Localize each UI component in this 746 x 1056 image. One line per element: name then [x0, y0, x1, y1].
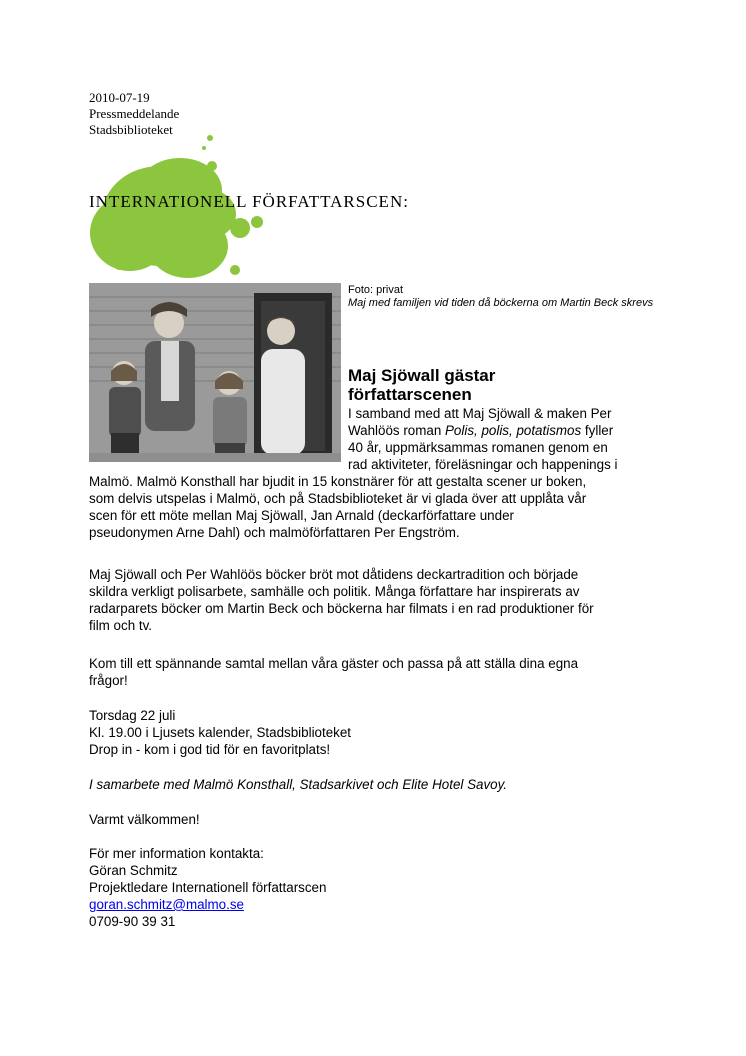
body-line: scen för ett möte mellan Maj Sjöwall, Jan Arnald (deckarförfattare under [89, 508, 514, 523]
lead-line: rad aktiviteter, föreläsningar och happenings i [348, 457, 618, 472]
paragraph-2 [89, 566, 669, 634]
book-title: Polis, polis, potatismos [445, 423, 582, 438]
contact-role: Projektledare Internationell författarscen [89, 880, 327, 895]
welcome-line: Varmt välkommen! [89, 812, 200, 827]
section-title: INTERNATIONELL FÖRFATTARSCEN: [89, 192, 409, 211]
body-line: frågor! [89, 673, 128, 688]
press-type: Pressmeddelande [89, 106, 180, 121]
body-line: som delvis utspelas i Malmö, och på Stadsbiblioteket är vi glada över att upplåta vår [89, 491, 587, 506]
body-line: skildra verkligt polisarbete, samhälle och politik. Många författare har inspirerats av [89, 584, 580, 599]
lead-line: Wahlöös roman Polis, polis, potatismos fyller [348, 423, 614, 438]
press-org: Stadsbiblioteket [89, 122, 173, 137]
article-lead [348, 405, 666, 473]
contact-phone: 0709-90 39 31 [89, 914, 176, 929]
paragraph-3 [89, 655, 669, 689]
body-line: Kom till ett spännande samtal mellan våra gäster och passa på att ställa dina egna [89, 656, 579, 671]
event-details [89, 707, 669, 758]
body-line: film och tv. [89, 618, 152, 633]
photo-description: Maj med familjen vid tiden då böckerna om Martin Beck skrevs [348, 297, 654, 309]
event-note: Drop in - kom i god tid för en favoritplats! [89, 742, 331, 757]
body-line: pseudonymen Arne Dahl) och malmöförfattaren Per Engström. [89, 525, 460, 540]
partners-line: I samarbete med Malmö Konsthall, Stadsarkivet och Elite Hotel Savoy. [89, 777, 508, 792]
event-time-place: Kl. 19.00 i Ljusets kalender, Stadsbiblioteket [89, 725, 352, 740]
family-photo [89, 283, 341, 462]
article-title: Maj Sjöwall gästar författarscenen [348, 366, 496, 404]
contact-email-link[interactable]: goran.schmitz@malmo.se [89, 897, 244, 912]
event-date: Torsdag 22 juli [89, 708, 176, 723]
body-line: Maj Sjöwall och Per Wahlöös böcker bröt mot dåtidens deckartradition och började [89, 567, 579, 582]
lead-line: I samband med att Maj Sjöwall & maken Per [348, 406, 612, 421]
press-date: 2010-07-19 [89, 90, 150, 105]
photo-caption [348, 284, 668, 310]
lead-line: 40 år, uppmärksammas romanen genom en [348, 440, 608, 455]
body-line: Malmö. Malmö Konsthall har bjudit in 15 konstnärer för att gestalta scener ur boken, [89, 474, 587, 489]
contact-name: Göran Schmitz [89, 863, 178, 878]
contact-intro: För mer information kontakta: [89, 846, 264, 861]
contact-block [89, 845, 669, 930]
lead-continuation [89, 473, 669, 541]
body-line: radarparets böcker om Martin Beck och böckerna har filmats i en rad produktioner för [89, 601, 594, 616]
photo-credit: Foto: privat [348, 284, 404, 296]
